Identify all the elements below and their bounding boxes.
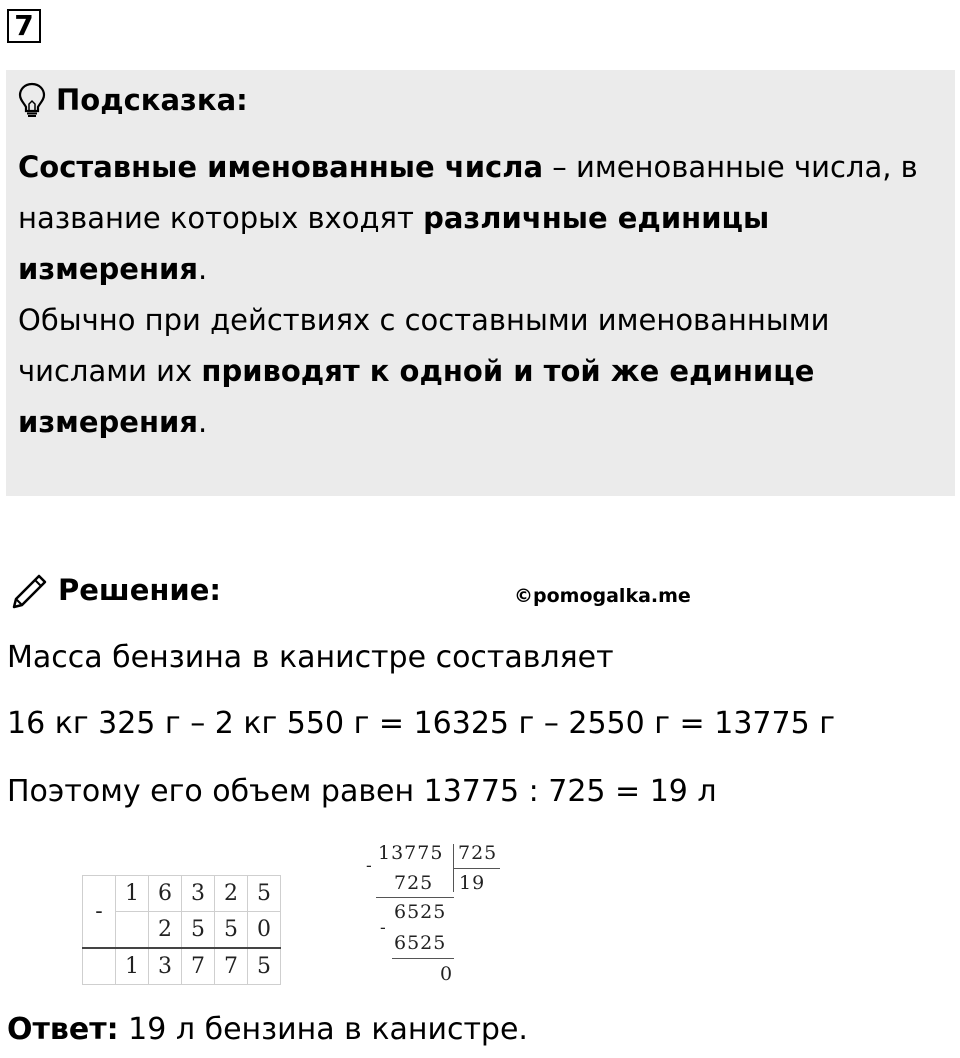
lightbulb-icon: [18, 82, 46, 118]
quotient: 19: [459, 872, 486, 894]
subtraction-table: [82, 875, 281, 985]
units-bold: различные единицы измерения: [18, 201, 770, 286]
dividend: 13775: [378, 842, 444, 864]
watermark: ©pomogalka.me: [514, 585, 691, 607]
digit-cell: 1: [116, 876, 149, 912]
remainder-1: 6525: [394, 901, 447, 923]
digit-cell: 2: [149, 912, 182, 949]
hint-title-text: Подсказка:: [56, 83, 248, 117]
digit-cell: 3: [182, 876, 215, 912]
minus-sign: -: [83, 876, 116, 949]
solution-line-2: 16 кг 325 г – 2 кг 550 г = 16325 г – 2550 г = 13775 г: [7, 706, 835, 741]
digit-cell: 5: [215, 912, 248, 949]
rule-bold: приводят к одной и той же единице измерения: [18, 354, 815, 439]
term-bold: Составные именованные числа: [18, 150, 544, 184]
hint-p2-end: .: [197, 405, 208, 439]
hint-paragraph-2: [18, 295, 938, 448]
digit-cell: [116, 912, 149, 949]
minus-sign-2: -: [380, 918, 387, 938]
hint-p1-text: – именованные числа, в название которых входят: [18, 150, 918, 235]
task-number: 7: [7, 9, 41, 43]
hint-paragraph-1: [18, 142, 938, 295]
digit-cell: 1: [116, 948, 149, 985]
step-2-underline: [392, 958, 454, 959]
result-row: [83, 948, 281, 985]
hint-text: [18, 142, 938, 448]
hint-p1-end: .: [197, 252, 208, 286]
hint-p2-text: Обычно при действиях с составными именованными числами их: [18, 303, 830, 388]
digit-cell: 5: [248, 948, 281, 985]
answer-text: 19 л бензина в канистре.: [118, 1012, 528, 1047]
divisor: 725: [458, 842, 498, 864]
digit-cell: 5: [182, 912, 215, 949]
digit-cell: 5: [248, 876, 281, 912]
answer: [7, 1012, 528, 1047]
solution-line-1: Масса бензина в канистре составляет: [7, 640, 614, 675]
solution-title-text: Решение:: [58, 573, 222, 607]
digit-cell: 7: [182, 948, 215, 985]
divisor-underline: [454, 868, 500, 869]
solution-line-3: Поэтому его объем равен 13775 : 725 = 19 л: [7, 774, 717, 809]
remainder-2: 0: [440, 963, 454, 985]
answer-label: Ответ:: [7, 1012, 119, 1047]
digit-cell: 3: [149, 948, 182, 985]
long-division: [360, 838, 540, 988]
digit-cell: 0: [248, 912, 281, 949]
solution-title: [10, 568, 221, 612]
digit-cell: 6: [149, 876, 182, 912]
pencil-icon: [10, 569, 52, 611]
step-2: 6525: [394, 932, 447, 954]
step-1: 725: [394, 872, 434, 894]
step-1-underline: [376, 897, 454, 898]
digit-cell: 7: [215, 948, 248, 985]
minus-sign-1: -: [366, 856, 373, 876]
hint-title: [18, 80, 248, 120]
digit-cell: 2: [215, 876, 248, 912]
empty-cell: [83, 948, 116, 985]
minuend-row: [83, 876, 281, 912]
